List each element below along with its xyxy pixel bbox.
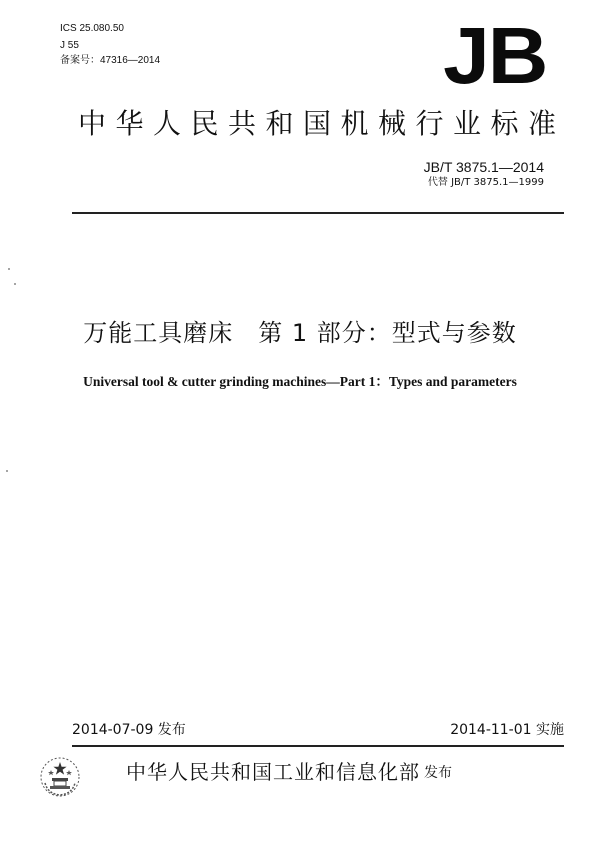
document-title-zh: 万能工具磨床 第 1 部分：型式与参数 (83, 319, 517, 347)
scan-speck (14, 283, 16, 285)
publisher-name: 中华人民共和国工业和信息化部 (126, 760, 420, 784)
publisher-suffix: 发布 (424, 765, 452, 781)
scan-speck (8, 268, 10, 270)
record-number: 备案号：47316—2014 (60, 55, 161, 66)
standard-number: JB/T 3875.1—2014 (423, 159, 544, 175)
industry-standard-title: 中华人民共和国机械行业标准 (78, 107, 566, 140)
ics-code: ICS 25.080.50 (60, 23, 124, 34)
bottom-divider (72, 745, 564, 747)
scan-speck (6, 470, 8, 472)
document-title-en: Universal tool & cutter grinding machines—Part 1：Types and parameters (83, 374, 517, 389)
implementation-date: 2014-11-01 实施 (450, 722, 564, 738)
top-divider (72, 212, 564, 214)
replaces-standard: 代替 JB/T 3875.1—1999 (427, 177, 544, 188)
issue-date: 2014-07-09 发布 (72, 722, 186, 738)
ccs-code: J 55 (60, 40, 79, 51)
national-emblem-icon (36, 753, 84, 801)
jb-logo: JB (442, 11, 546, 100)
